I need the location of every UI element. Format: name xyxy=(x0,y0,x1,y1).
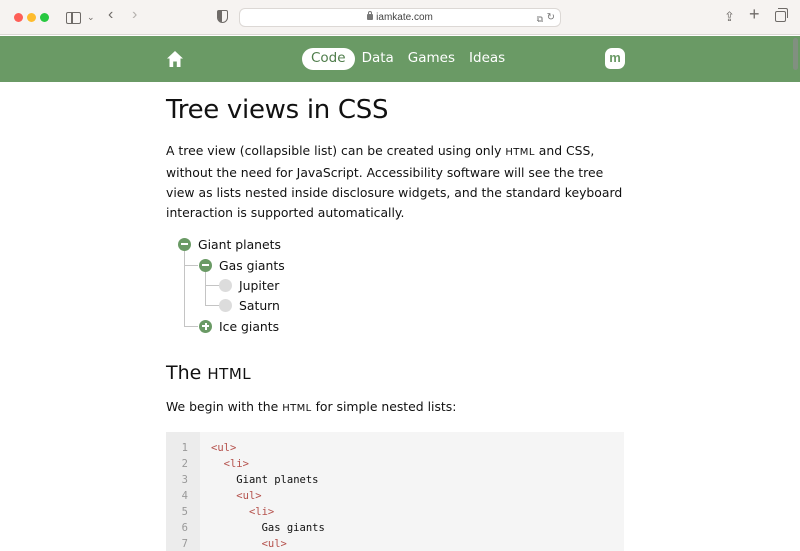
tree-node-gas-giants[interactable]: Gas giants xyxy=(199,256,285,274)
html-abbr: HTML xyxy=(505,147,535,158)
zoom-window-button[interactable] xyxy=(40,13,49,22)
code-line xyxy=(166,472,624,488)
scrollbar[interactable] xyxy=(790,36,800,551)
page-title: Tree views in CSS xyxy=(166,95,389,125)
sidebar-icon[interactable] xyxy=(66,12,81,24)
line-number: 4 xyxy=(181,490,188,502)
minimize-window-button[interactable] xyxy=(27,13,36,22)
site-header xyxy=(0,36,800,82)
collapse-icon[interactable] xyxy=(178,238,191,251)
code-line xyxy=(166,440,624,456)
share-icon[interactable]: ⇪ xyxy=(724,9,735,24)
close-window-button[interactable] xyxy=(14,13,23,22)
leaf-icon xyxy=(219,279,232,292)
main-nav xyxy=(302,48,512,70)
line-number: 2 xyxy=(181,458,188,470)
nav-link-ideas[interactable]: Ideas xyxy=(469,50,506,66)
code-text: <li> xyxy=(248,506,275,518)
tree-connector xyxy=(205,305,219,306)
code-text: <li> xyxy=(223,458,249,470)
line-number: 7 xyxy=(181,538,188,550)
tree-node-saturn: Saturn xyxy=(219,296,280,314)
new-tab-icon[interactable]: + xyxy=(749,4,760,24)
tree-connector xyxy=(184,244,185,326)
scrollbar-thumb[interactable] xyxy=(793,38,798,70)
translate-icon[interactable]: ⧉ xyxy=(536,14,543,24)
reload-icon[interactable]: ↻ xyxy=(546,12,555,23)
tree-node-giant-planets[interactable]: Giant planets xyxy=(178,235,281,253)
tree-connector xyxy=(205,285,219,286)
chevron-down-icon[interactable]: ⌄ xyxy=(87,12,95,22)
code-text: Gas giants xyxy=(261,522,325,534)
code-text: <ul> xyxy=(261,538,287,550)
intro-paragraph: A tree view (collapsible list) can be created using only HTML and CSS, without the need for JavaScript. Accessibility software will see the tree view as lists nested inside disclosure widgets, and the standard keyboard interaction is supported automatically. xyxy=(166,143,623,220)
tree-node-ice-giants[interactable]: Ice giants xyxy=(199,317,279,335)
section-paragraph: We begin with the HTML for simple nested lists: xyxy=(166,399,457,414)
tree-connector xyxy=(184,265,198,266)
leaf-icon xyxy=(219,299,232,312)
expand-icon[interactable] xyxy=(199,320,212,333)
nav-link-code[interactable]: Code xyxy=(302,48,355,70)
code-text: Giant planets xyxy=(236,474,319,486)
code-line xyxy=(166,488,624,504)
line-number: 3 xyxy=(181,474,188,486)
code-text: <ul> xyxy=(236,490,262,502)
line-number: 1 xyxy=(181,442,188,454)
address-bar[interactable] xyxy=(239,8,561,27)
back-icon[interactable]: ‹ xyxy=(108,6,114,23)
mastodon-icon[interactable]: m xyxy=(605,48,625,69)
code-line xyxy=(166,456,624,472)
tree-node-jupiter: Jupiter xyxy=(219,276,279,294)
code-text: <ul> xyxy=(211,442,237,454)
nav-link-games[interactable]: Games xyxy=(407,50,456,66)
tree-connector xyxy=(184,326,198,327)
tree-view-demo xyxy=(178,235,378,335)
line-number: 5 xyxy=(181,506,188,518)
line-number: 6 xyxy=(181,522,188,534)
browser-toolbar xyxy=(0,0,800,35)
nav-link-data[interactable]: Data xyxy=(361,50,394,66)
url-text: iamkate.com xyxy=(376,12,433,23)
collapse-icon[interactable] xyxy=(199,259,212,272)
forward-icon[interactable]: › xyxy=(132,6,138,23)
section-heading: The HTML xyxy=(166,362,252,384)
lock-icon xyxy=(367,14,373,20)
code-line xyxy=(166,536,624,551)
code-line xyxy=(166,504,624,520)
home-icon[interactable] xyxy=(166,50,184,68)
code-block xyxy=(166,432,624,551)
privacy-shield-icon[interactable] xyxy=(217,10,228,23)
code-line xyxy=(166,520,624,536)
tab-overview-icon[interactable] xyxy=(775,11,786,22)
